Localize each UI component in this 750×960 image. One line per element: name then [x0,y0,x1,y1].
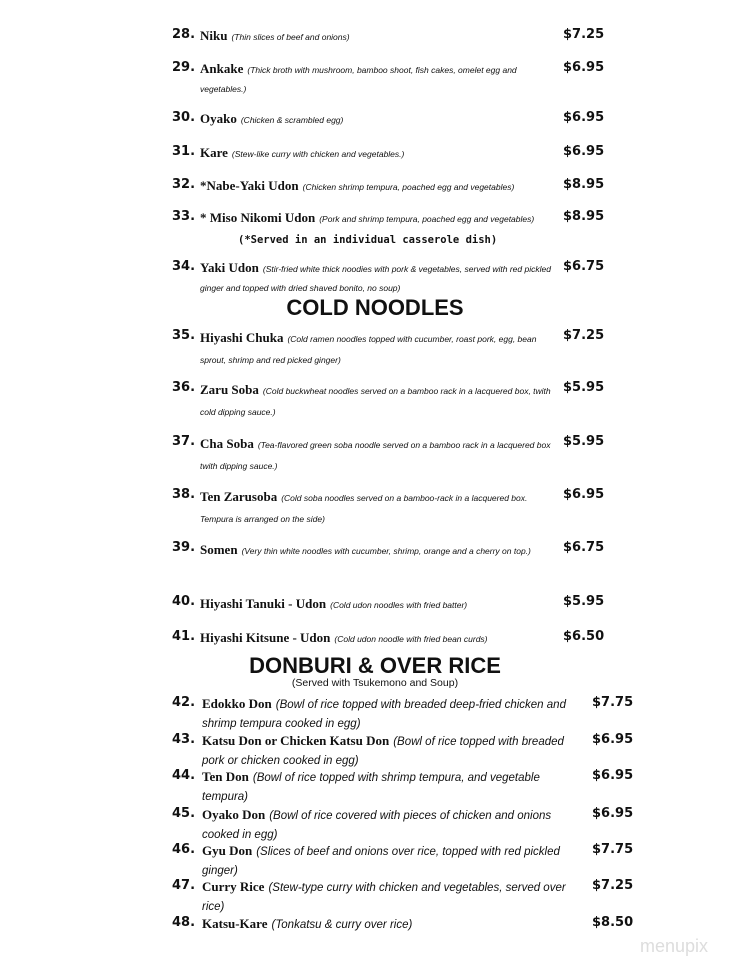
item-price: $8.50 [592,915,634,930]
item-description: (Stew-type curry with chicken and vegetables, served over rice) [202,882,566,913]
item-price: $6.95 [592,732,634,747]
item-number: 43. [172,732,196,747]
item-number: 36. [172,380,196,395]
item-number: 34. [172,259,196,274]
item-number: 32. [172,177,196,192]
item-name: Gyu Don [202,843,253,858]
item-number: 31. [172,144,196,159]
item-number: 44. [172,768,196,783]
item-name: Curry Rice [202,879,265,894]
item-description: (Cold udon noodles with fried batter) [330,600,468,610]
item-name: Hiyashi Tanuki - Udon [200,596,327,611]
item-name: Ten Zarusoba [200,489,278,504]
item-price: $6.50 [563,629,605,644]
item-number: 45. [172,806,196,821]
item-number: 42. [172,695,196,710]
item-price: $5.95 [563,380,605,395]
item-description: (Cold soba noodles served on a bamboo-rack in a lacquered box. Tempura is arranged on the side) [200,493,528,524]
item-description: (Thick broth with mushroom, bamboo shoot, fish cakes, omelet egg and vegetables.) [200,65,517,94]
item-name: Hiyashi Chuka [200,330,284,345]
item-name: Oyako Don [202,807,266,822]
item-description: (Chicken shrimp tempura, poached egg and vegetables) [302,182,515,192]
item-price: $6.75 [563,540,605,555]
item-number: 40. [172,594,196,609]
item-name: Yaki Udon [200,260,259,275]
item-price: $7.25 [563,328,605,343]
item-description: (Cold buckwheat noodles served on a bamboo rack in a lacquered box, twith cold dipping sauce.) [200,386,551,417]
item-price: $6.75 [563,259,605,274]
item-price: $5.95 [563,594,605,609]
casserole-note: (*Served in an individual casserole dish) [238,234,498,246]
item-price: $5.95 [563,434,605,449]
item-name: Ankake [200,61,244,76]
item-number: 29. [172,60,196,75]
item-description: (Chicken & scrambled egg) [240,115,344,125]
section-title-donburi: DONBURI & OVER RICE [249,653,501,678]
section-title-cold-noodles: COLD NOODLES [286,295,464,320]
item-number: 30. [172,110,196,125]
item-number: 28. [172,27,196,42]
item-name: * Miso Nikomi Udon [200,210,316,225]
item-name: Hiyashi Kitsune - Udon [200,630,331,645]
item-name: Somen [200,542,238,557]
item-number: 47. [172,878,196,893]
item-description: (Cold udon noodle with fried bean curds) [334,634,488,644]
item-number: 37. [172,434,196,449]
item-name: Ten Don [202,769,249,784]
item-number: 35. [172,328,196,343]
item-price: $6.95 [592,806,634,821]
item-price: $6.95 [563,60,605,75]
item-number: 39. [172,540,196,555]
item-price: $7.25 [592,878,634,893]
item-description: (Very thin white noodles with cucumber, shrimp, orange and a cherry on top.) [241,546,531,556]
item-number: 46. [172,842,196,857]
item-description: (Bowl of rice topped with breaded pork or chicken cooked in egg) [202,736,564,767]
item-description: (Bowl of rice topped with breaded deep-fried chicken and shrimp tempura cooked in egg) [202,699,566,730]
item-description: (Thin slices of beef and onions) [231,32,350,42]
item-description: (Bowl of rice covered with pieces of chicken and onions cooked in egg) [202,810,552,841]
item-price: $8.95 [563,177,605,192]
item-description: (Pork and shrimp tempura, poached egg and vegetables) [319,214,535,224]
item-number: 38. [172,487,196,502]
item-description: (Stir-fried white thick noodies with pork & vegetables, served with red pickled ginger and topped with dried shaved bonito, no soup) [200,264,551,293]
item-description: (Bowl of rice topped with shrimp tempura, and vegetable tempura) [202,772,540,803]
item-price: $7.25 [563,27,605,42]
item-price: $6.95 [563,110,605,125]
item-number: 33. [172,209,196,224]
item-number: 48. [172,915,196,930]
item-name: Oyako [200,111,237,126]
item-price: $6.95 [563,487,605,502]
item-description: (Tea-flavored green soba noodle served on a bamboo rack in a lacquered box twith dipping sauce.) [200,440,551,471]
item-name: Zaru Soba [200,382,259,397]
watermark: menupix [640,936,709,956]
item-price: $7.75 [592,695,634,710]
item-description: (Tonkatsu & curry over rice) [271,919,413,931]
item-description: (Slices of beef and onions over rice, topped with red pickled ginger) [202,846,560,877]
item-price: $8.95 [563,209,605,224]
item-name: Cha Soba [200,436,254,451]
item-price: $6.95 [592,768,634,783]
item-price: $6.95 [563,144,605,159]
item-name: Katsu-Kare [202,916,268,931]
item-description: (Stew-like curry with chicken and vegetables.) [231,149,405,159]
item-name: *Nabe-Yaki Udon [200,178,299,193]
item-number: 41. [172,629,196,644]
item-name: Katsu Don or Chicken Katsu Don [202,733,390,748]
item-name: Kare [200,145,228,160]
item-name: Niku [200,28,228,43]
item-description: (Cold ramen noodles topped with cucumber, roast pork, egg, bean sprout, shrimp and red picked ginger) [200,334,537,365]
item-price: $7.75 [592,842,634,857]
item-name: Edokko Don [202,696,272,711]
section-subtitle-donburi: (Served with Tsukemono and Soup) [291,677,459,689]
